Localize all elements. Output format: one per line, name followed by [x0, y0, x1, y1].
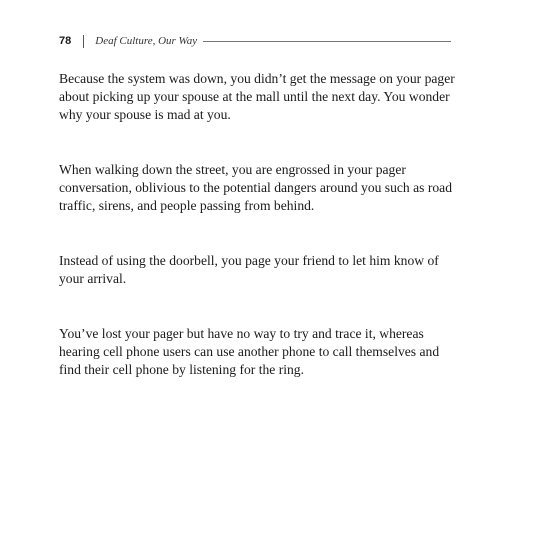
body-text [59, 70, 459, 379]
running-header [59, 33, 451, 49]
paragraph-pager-message-delay: Because the system was down, you didn’t get the message on your pager about picking up your spouse at the mall until the next day. You wonder why your spouse is mad at you. [59, 71, 455, 123]
header-rule [203, 41, 451, 42]
paragraph-doorbell: Instead of using the doorbell, you page your friend to let him know of your arrival. [59, 253, 439, 287]
header-separator [83, 35, 84, 48]
page-number: 78 [59, 34, 72, 47]
running-title: Deaf Culture, Our Way [95, 34, 198, 47]
paragraph-street-dangers: When walking down the street, you are engrossed in your pager conversation, oblivious to the potential dangers around you such as road traffic, sirens, and people passing from behind. [59, 161, 452, 214]
paragraph-lost-pager: You’ve lost your pager but have no way to try and trace it, whereas hearing cell phone users can use another phone to call themselves and find their cell phone by listening for the ring. [59, 325, 440, 378]
